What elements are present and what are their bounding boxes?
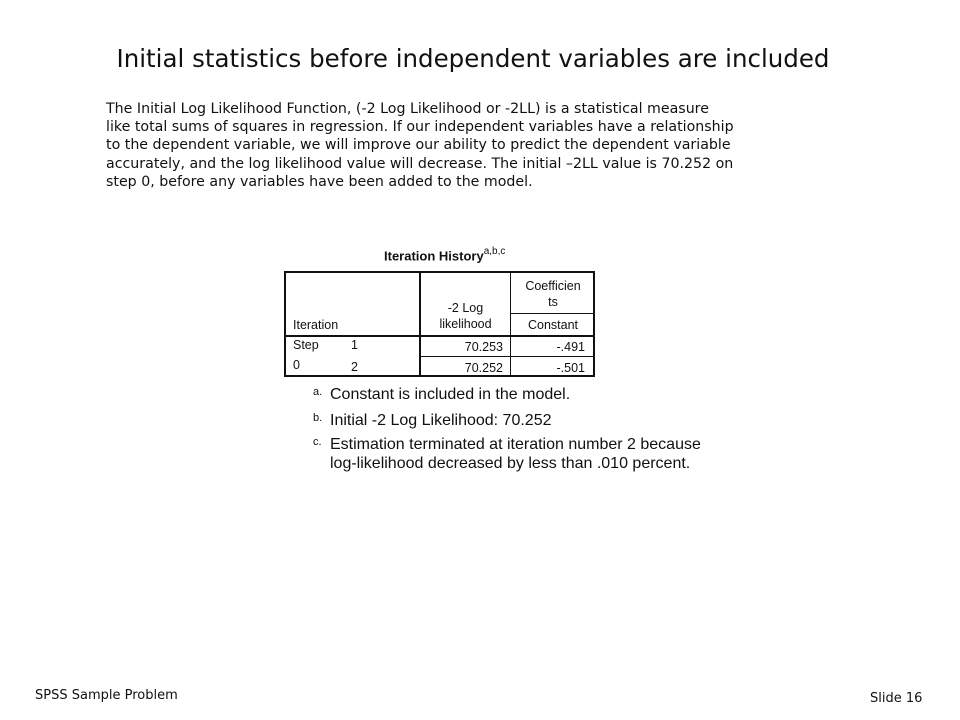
step-number: 0 xyxy=(293,358,300,372)
footnote-mark: c. xyxy=(313,436,322,448)
table-title-text: Iteration History xyxy=(384,248,484,264)
footnote-text: Initial -2 Log Likelihood: 70.252 xyxy=(330,412,552,429)
iteration-number: 2 xyxy=(351,360,358,374)
header-subdivider xyxy=(510,313,595,314)
footer-presentation-title: SPSS Sample Problem xyxy=(35,688,178,703)
header-rule xyxy=(284,335,595,337)
slide-number: Slide 16 xyxy=(870,691,923,706)
header-coefficients-line1: Coefficien xyxy=(525,279,581,293)
slide-title: Initial statistics before independent variables are included xyxy=(116,44,830,73)
footnote-text: Constant is included in the model. xyxy=(330,386,571,403)
table-title xyxy=(384,247,505,263)
intro-line: like total sums of squares in regression. If our independent variables have a relationship xyxy=(106,119,734,136)
table-title-footnote-marks: a,b,c xyxy=(483,246,506,257)
row-divider xyxy=(421,356,595,357)
log-likelihood-value: 70.252 xyxy=(464,361,503,375)
intro-line: to the dependent variable, we will improve our ability to predict the dependent variable xyxy=(106,137,731,154)
header-coefficients-line2: ts xyxy=(548,295,558,309)
intro-line: accurately, and the log likelihood value will decrease. The initial –2LL value is 70.252 on xyxy=(106,155,734,172)
footnote-text: Estimation terminated at iteration number 2 because xyxy=(330,436,701,453)
log-likelihood-value: 70.253 xyxy=(464,340,503,354)
intro-line: The Initial Log Likelihood Function, (-2 Log Likelihood or -2LL) is a statistical measure xyxy=(106,101,709,117)
step-label: Step xyxy=(293,338,319,352)
footnote-text: log-likelihood decreased by less than .010 percent. xyxy=(330,455,691,472)
header-iteration: Iteration xyxy=(293,318,339,332)
header-log-likelihood-line1: -2 Log xyxy=(447,301,484,315)
constant-value: -.491 xyxy=(556,340,585,354)
intro-line: step 0, before any variables have been added to the model. xyxy=(106,173,533,190)
footnote-mark: a. xyxy=(313,386,323,398)
iteration-number: 1 xyxy=(351,338,358,352)
footnote-mark: b. xyxy=(313,412,323,424)
header-log-likelihood-line2: likelihood xyxy=(439,317,492,331)
constant-value: -.501 xyxy=(556,361,585,375)
header-constant: Constant xyxy=(527,318,579,332)
